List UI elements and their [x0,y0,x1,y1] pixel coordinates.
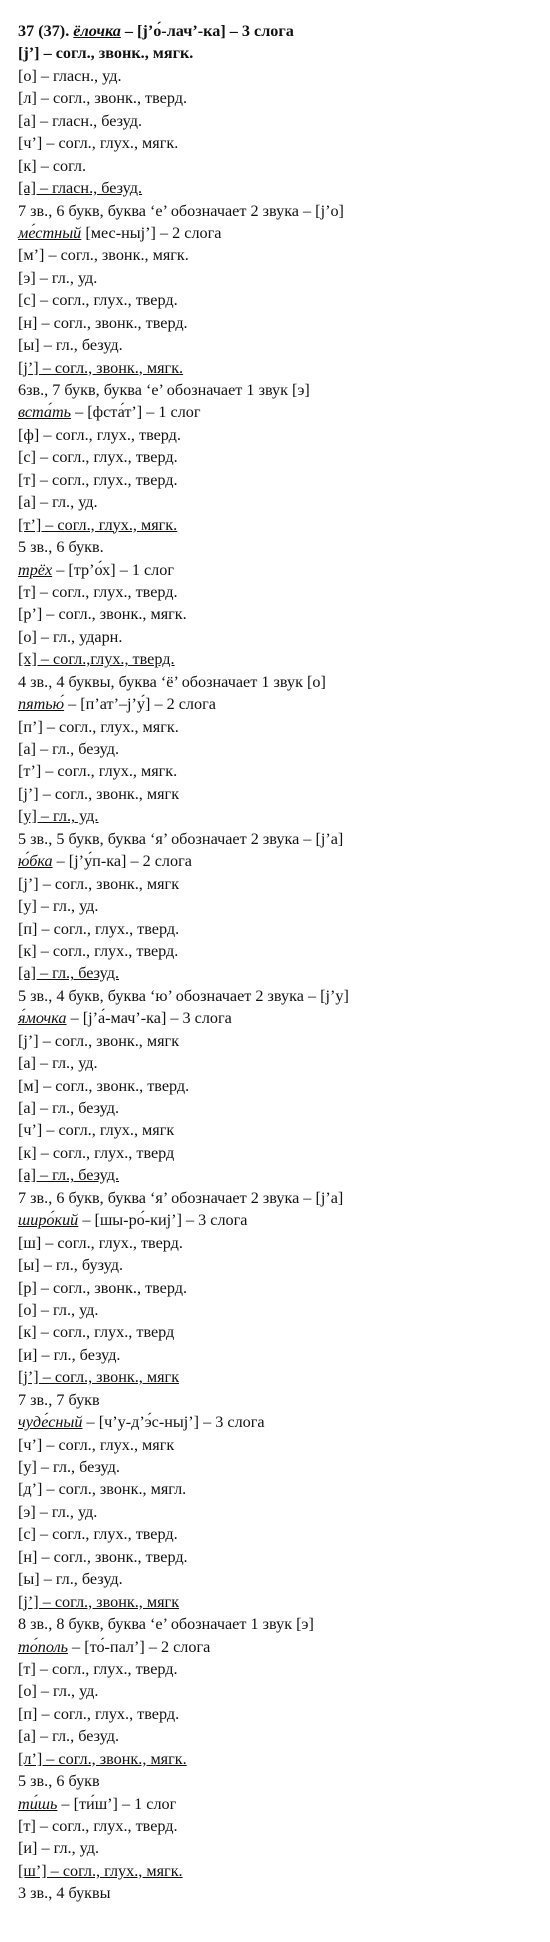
analysis-line: [с] – согл., глух., тверд. [18,291,178,310]
analysis-line: [д’] – согл., звонк., мягл. [18,1480,187,1499]
analysis-line: [j’] – согл., звонк., мягк [18,874,180,893]
analysis-line: [у] – гл., уд. [18,807,99,826]
word-entry [18,401,518,558]
analysis-line: [м] – согл., звонк., тверд. [18,1076,190,1095]
word-entry-heading [18,1636,518,1658]
word-entry-heading [18,1007,518,1029]
analyzed-word: трёх [18,560,53,579]
analysis-line: [о] – гл., ударн. [18,627,123,646]
heading-word: ёлочка [73,22,121,40]
word-entry [18,850,518,1007]
analysis-line: [а] – гласн., безуд. [18,111,143,130]
word-transcription: – [шы-ро́-киj’] – 3 слога [78,1211,248,1230]
analysis-line: [у] – гл., уд. [18,897,99,916]
analyzed-word: широ́кий [18,1211,79,1230]
word-entry-heading [18,222,518,244]
analysis-line: [а] – гл., безуд. [18,964,120,983]
analysis-line: [а] – гласн., безуд. [18,179,143,198]
analysis-line: [ы] – гл., безуд. [18,336,123,355]
word-entry-heading [18,559,518,581]
word-entry-heading [18,850,518,872]
word-entry [18,1636,518,1793]
analysis-line: 3 зв., 4 буквы [18,1884,111,1903]
analysis-line: [а] – гл., уд. [18,493,98,512]
analysis-line: [ч’] – согл., глух., мягк. [18,134,179,153]
analysis-line: [ш’] – согл., глух., мягк. [18,1861,183,1880]
heading-transcription: – [j’о́-лач’-ка] – 3 слога [124,22,294,40]
analysis-line: 5 зв., 4 букв, буква ‘ю’ обозначает 2 звука – [j’у] [18,986,349,1005]
analysis-line: 7 зв., 6 букв, буква ‘я’ обозначает 2 звука – [j’а] [18,1188,344,1207]
word-entry [18,1209,518,1411]
analysis-line: [п’] – согл., глух., мягк. [18,717,179,736]
word-entry [18,1793,518,1905]
analysis-line: 7 зв., 6 букв, буква ‘е’ обозначает 2 звука – [j’о] [18,201,344,220]
exercise-number: 37 (37). [18,22,70,40]
word-transcription: – [j’а́-мач’-ка] – 3 слога [66,1009,232,1028]
analysis-line: [а] – гл., безуд. [18,740,120,758]
analyzed-word: ю́бка [18,852,53,871]
analysis-line: [к] – согл., глух., тверд [18,1143,175,1162]
analysis-line: [р’] – согл., звонк., мягк. [18,605,187,624]
analyzed-word: вста́ть [18,403,72,422]
word-entry-heading [18,1209,518,1231]
analysis-line: [т] – согл., глух., тверд. [18,1817,178,1835]
analysis-line: [т’] – согл., глух., мягк. [18,515,178,534]
analysis-line: [т] – согл., глух., тверд. [18,470,178,489]
analysis-line: [о] – гл., уд. [18,1682,99,1701]
analysis-line: [j’] – согл., звонк., мягк [18,1368,180,1387]
analysis-line: [т’] – согл., глух., мягк. [18,762,178,781]
analysis-line: [и] – гл., безуд. [18,1345,121,1364]
analysis-line: [ы] – гл., бузуд. [18,1256,124,1275]
word-transcription: – [фста́т’] – 1 слог [71,403,201,422]
analysis-line: 5 зв., 5 букв, буква ‘я’ обозначает 2 звука – [j’а] [18,829,344,848]
analysis-line: [ы] – гл., безуд. [18,1570,123,1589]
analysis-line: [х] – согл.,глух., тверд. [18,650,175,669]
analysis-line: [т] – согл., глух., тверд. [18,582,178,601]
word-transcription: – [ти́ш’] – 1 слог [57,1794,177,1813]
analysis-line: [а] – гл., уд. [18,1054,98,1073]
analysis-line: [м’] – согл., звонк., мягк. [18,246,189,265]
word-transcription: – [ч’у-д’э́с-ныj’] – 3 слога [82,1413,265,1432]
analysis-line: [л] – согл., звонк., тверд. [18,89,188,108]
word-entry [18,1411,518,1635]
word-transcription: – [то́-пал’] – 2 слога [68,1637,211,1656]
analysis-line: [j’] – согл., звонк., мягк [18,784,180,803]
analysis-line: 5 зв., 6 букв [18,1772,100,1791]
analysis-line: [ф] – согл., глух., тверд. [18,425,181,444]
heading-analysis [18,42,518,64]
analysis-line: [а] – гл., безуд. [18,1727,120,1746]
analyzed-word: я́мочка [18,1009,67,1028]
word-entry-heading [18,1793,518,1815]
word-transcription: – [j’у́п-ка] – 2 слога [52,852,192,871]
analysis-line: [о] – гласн., уд. [18,66,122,85]
analysis-line: [т] – согл., глух., тверд. [18,1659,178,1678]
analyzed-word: то́поль [18,1637,68,1656]
word-entry-heading [18,693,518,715]
analysis-line: [j’] – согл., звонк., мягк [18,1031,180,1050]
document-page [18,20,518,1905]
analysis-line: [ч’] – согл., глух., мягк [18,1121,175,1140]
word-entry [18,693,518,850]
word-transcription: [мес-ныj’] – 2 слога [81,223,222,242]
analysis-line: [j’] – согл., звонк., мягк. [18,44,194,63]
word-entry-heading [18,401,518,423]
analysis-line: [л’] – согл., звонк., мягк. [18,1749,187,1768]
exercise-heading [18,20,518,42]
analysis-line: [ч’] – согл., глух., мягк [18,1435,175,1454]
word-entry-heading [18,1411,518,1433]
word-entry [18,559,518,694]
analysis-line: [ш] – согл., глух., тверд. [18,1233,183,1252]
analysis-line: [и] – гл., уд. [18,1839,100,1858]
analysis-line: [к] – согл., глух., тверд. [18,941,179,960]
analyzed-word: ти́шь [18,1794,58,1813]
analysis-line: [э] – гл., уд. [18,268,98,287]
analysis-line: [п] – согл., глух., тверд. [18,919,180,938]
analysis-line: [н] – согл., звонк., тверд. [18,1547,188,1566]
analysis-line: [э] – гл., уд. [18,1502,98,1521]
analysis-line: 5 зв., 6 букв. [18,538,104,557]
word-analysis-list [18,65,518,1905]
analysis-line: 4 зв., 4 буквы, буква ‘ё’ обозначает 1 звук [о] [18,672,326,691]
analysis-line: [а] – гл., безуд. [18,1166,120,1185]
analyzed-word: ме́стный [18,223,82,242]
word-entry [18,1007,518,1209]
analysis-line: [к] – согл., глух., тверд [18,1323,175,1342]
word-transcription: – [п’ат’–j’у́] – 2 слога [64,695,216,714]
analysis-line: 6зв., 7 букв, буква ‘е’ обозначает 1 звук [э] [18,381,310,399]
analysis-line: [о] – гл., уд. [18,1300,99,1319]
analysis-line: [к] – согл. [18,156,87,175]
analysis-line: [п] – согл., глух., тверд. [18,1704,180,1723]
analysis-line: [j’] – согл., звонк., мягк [18,1592,180,1611]
analysis-line: [с] – согл., глух., тверд. [18,448,178,467]
analysis-line: [н] – согл., звонк., тверд. [18,313,188,332]
analysis-line: [j’] – согл., звонк., мягк. [18,358,184,377]
word-transcription: – [тр’о́х] – 1 слог [52,560,174,579]
analysis-line: 8 зв., 8 букв, буква ‘е’ обозначает 1 звук [э] [18,1615,314,1634]
analysis-line: [с] – согл., глух., тверд. [18,1525,178,1544]
analysis-line: [а] – гл., безуд. [18,1099,120,1117]
analyzed-word: пятью́ [18,695,65,714]
word-entry [18,222,518,402]
analysis-line: 7 зв., 7 букв [18,1390,100,1409]
analysis-line: [у] – гл., безуд. [18,1458,120,1476]
analysis-line: [р] – согл., звонк., тверд. [18,1278,188,1297]
word-entry [18,65,518,222]
analyzed-word: чуде́сный [18,1413,83,1432]
